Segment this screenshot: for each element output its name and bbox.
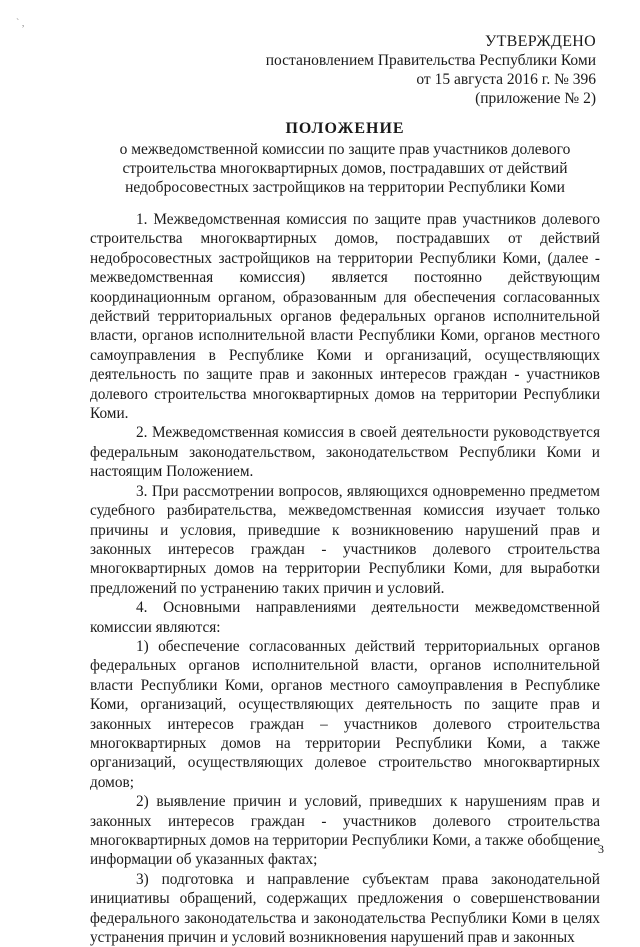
list-item-1: 1) обеспечение согласованных действий территориальных органов федеральных органов исполнительной власти, органов исполнительной власти Республики Коми, органов местного самоуправления в Республике Коми, организаций, осуществляющих деятельность по защите прав и законных интересов граждан – участников долевого строительства многоквартирных домов на территории Республики Коми, а также организаций, осуществляющих долевое строительство многоквартирных домов; <box>90 637 600 791</box>
approval-heading: УТВЕРЖДЕНО <box>484 33 596 50</box>
paragraph-2: 2. Межведомственная комиссия в своей деятельности руководствуется федеральным законодательством, законодательством Республики Коми и настоящим Положением. <box>90 424 600 481</box>
scan-artifact: ` , <box>16 18 25 29</box>
subtitle-line-3: недобросовестных застройщиков на территории Республики Коми <box>125 179 565 196</box>
paragraph-4: 4. Основными направлениями деятельности межведомственной комиссии являются: <box>90 599 600 636</box>
approval-line-3: (приложение № 2) <box>475 90 596 107</box>
document-body <box>90 210 600 947</box>
list-item-3: 3) подготовка и направление субъектам права законодательной инициативы обращений, содержащих предложения о совершенствовании федерального законодательства и законодательства Республики Коми в целях устранения причин и условий возникновения нарушений прав и законных <box>90 870 600 947</box>
subtitle-line-1: о межведомственной комиссии по защите прав участников долевого <box>119 141 571 158</box>
page-number: 3 <box>598 842 604 856</box>
approval-stamp <box>266 32 596 108</box>
paragraph-3: 3. При рассмотрении вопросов, являющихся одновременно предметом судебного разбирательства, межведомственная комиссия изучает только причины и условия, приведшие к возникновению нарушений прав и законных интересов граждан - участников долевого строительства многоквартирных домов на территории Республики Коми, для выработки предложений по устранению таких причин и условий. <box>90 482 600 597</box>
document-heading <box>90 118 600 197</box>
subtitle-line-2: строительства многоквартирных домов, пострадавших от действий <box>122 160 568 177</box>
list-item-2: 2) выявление причин и условий, приведших к нарушениям прав и законных интересов граждан - участников долевого строительства многоквартирных домов на территории Республики Коми, а также обобщение информации об указанных фактах; <box>90 793 600 869</box>
approval-line-2: от 15 августа 2016 г. № 396 <box>416 71 596 88</box>
approval-line-1: постановлением Правительства Республики Коми <box>265 52 596 69</box>
paragraph-1: 1. Межведомственная комиссия по защите прав участников долевого строительства многоквартирных домов, пострадавших от действий недобросовестных застройщиков на территории Республики Коми, (далее - межведомственная комиссия) является постоянно действующим координационным органом, образованным для обеспечения согласованных действий территориальных органов федеральных органов исполнительной власти, органов исполнительной власти Республики Коми, органов местного самоуправления в Республике Коми и организаций, осуществляющих деятельность по защите прав и законных интересов граждан - участников долевого строительства многоквартирных домов на территории Республики Коми. <box>90 211 600 423</box>
document-title: ПОЛОЖЕНИЕ <box>285 120 405 137</box>
